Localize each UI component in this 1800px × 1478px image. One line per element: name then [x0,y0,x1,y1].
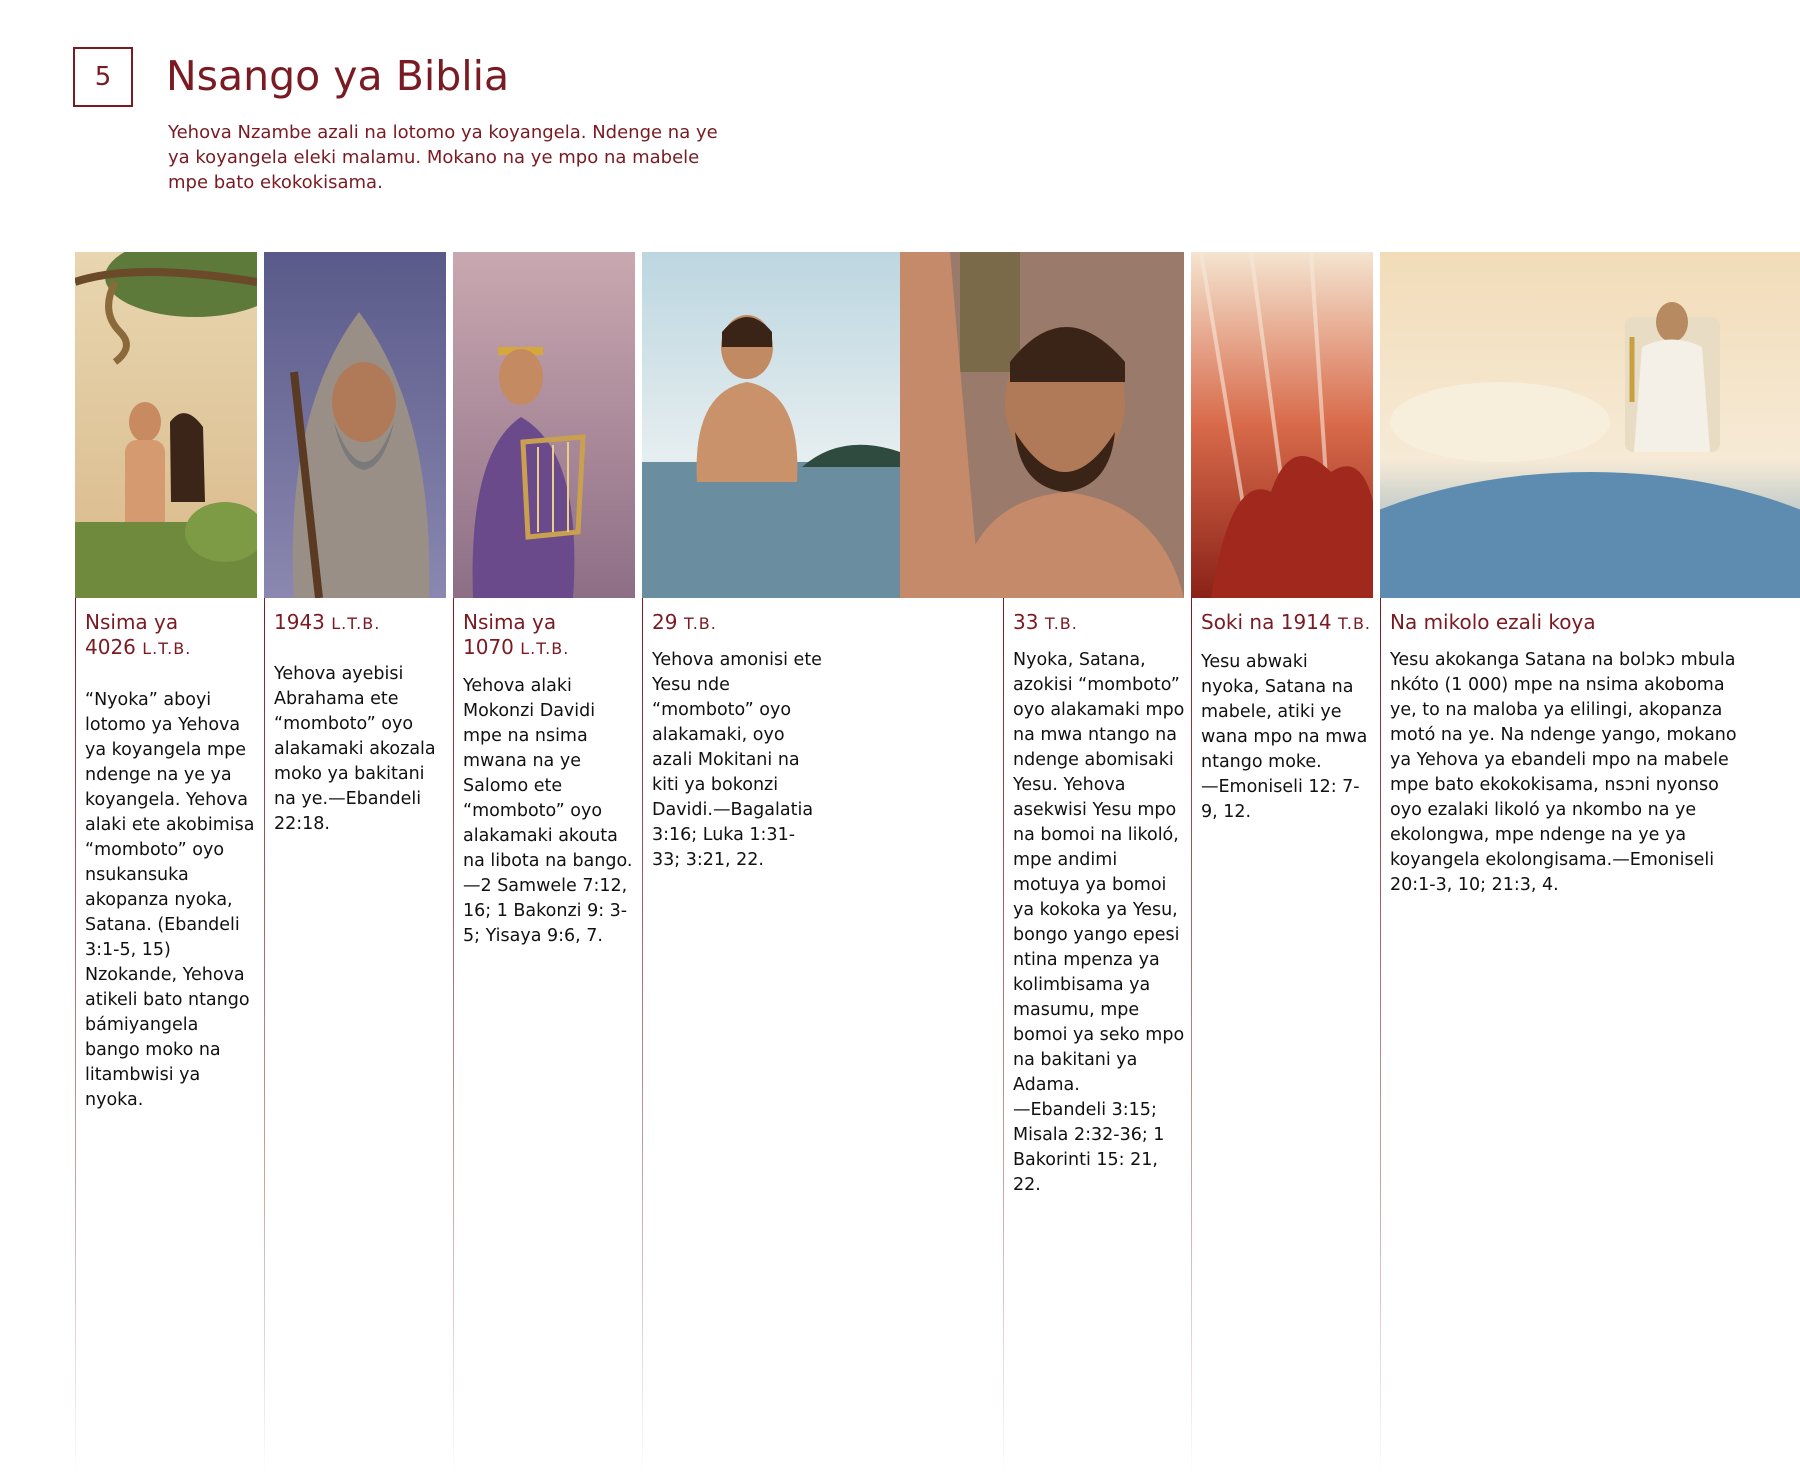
timeline-date: 1943 L.T.B. [274,610,381,634]
timeline-entry [75,598,257,1478]
timeline-text: Yehova alaki Mokonzi Davidi mpe na nsima mwana na ye Salomo ete “momboto” oyo alakamaki akouta na libota na bango. —2 Samwele 7:12, 16; 1 Bakonzi 9: 3-5; Yisaya 9:6, 7. [463,676,633,946]
timeline-date: Na mikolo ezali koya [1390,610,1596,634]
intro-text: Yehova Nzambe azali na lotomo ya koyangela. Ndenge na ye ya koyangela eleki malamu. Mokano na ye mpo na mabele mpe bato ekokokisama. [168,122,718,193]
timeline-date: 29 T.B. [652,610,717,634]
timeline-date: 33 T.B. [1013,610,1078,634]
timeline-entry [642,598,824,1478]
timeline-entry [1003,598,1185,1478]
jesus-baptism-image [642,252,900,598]
timeline-text: Yesu abwaki nyoka, Satana na mabele, atiki ye wana mpo na mwa ntango moke. —Emoniseli 12: 7-9, 12. [1201,652,1368,822]
timeline-date: Soki na 1914 T.B. [1201,610,1372,634]
timeline-strip [0,252,1800,1252]
lesson-number: 5 [94,62,112,92]
page-title: Nsango ya Biblia [166,52,510,100]
abraham-image [264,252,446,598]
timeline-entry [1191,598,1373,1478]
timeline-text: “Nyoka” aboyi lotomo ya Yehova ya koyangela mpe ndenge na ye ya koyangela. Yehova alaki ete akobimisa “momboto” oyo nsukansuka akopanza nyoka, Satana. (Ebandeli 3:1-5, 15) Nzokande, Yehova atikeli bato ntango bámiyangela bango moko na litambwisi ya nyoka. [85,690,255,1110]
jesus-stake-image [900,252,1184,598]
adam-eve-serpent-image [75,252,257,598]
timeline-text: Yehova amonisi ete Yesu nde “momboto” oyo alakamaki, oyo azali Mokitani na kiti ya bokonzi Davidi.—Bagalatia 3:16; Luka 1:31-33; 3:21, 22. [652,650,822,870]
timeline-entry [1380,598,1750,1478]
king-david-harp-image [453,252,635,598]
timeline-entry [453,598,635,1478]
timeline-date: Nsima ya 1070 L.T.B. [463,610,570,659]
timeline-text: Yesu akokanga Satana na bolɔkɔ mbula nkóto (1 000) mpe na nsima akoboma ye, to na maloba ya elilingi, akopanza motó na ye. Na ndenge yango, mokano ya Yehova ya ebandeli mpo na mabele mpe bato ekokokisama, nsɔni nyonso oyo ezalaki likoló ya nkombo na ye ekolongwa, mpe ndenge na ye ya koyangela ekolongisama.—Emoniseli 20:1-3, 10; 21:3, 4. [1390,650,1737,895]
timeline-text: Nyoka, Satana, azokisi “momboto” oyo alakamaki mpo na mwa ntango na ndenge abomisaki Yesu. Yehova asekwisi Yesu mpo na bomoi na likoló, mpe andimi motuya ya bomoi ya kokoka ya Yesu, bongo yango epesi ntina mpenza ya kolimbisama ya masumu, mpe bomoi ya seko mpo na bakitani ya Adama. —Ebandeli 3:15; Misala 2:32-36; 1 Bakorinti 15: 21, 22. [1013,650,1185,1195]
timeline-text: Yehova ayebisi Abrahama ete “momboto” oyo alakamaki akozala moko ya bakitani na ye.—Ebandeli 22:18. [274,664,436,834]
jesus-throne-earth-image [1380,252,1800,598]
lesson-number-box [73,47,133,107]
timeline-entry [264,598,446,1478]
timeline-date: Nsima ya 4026 L.T.B. [85,610,192,659]
satan-cast-down-image [1191,252,1373,598]
